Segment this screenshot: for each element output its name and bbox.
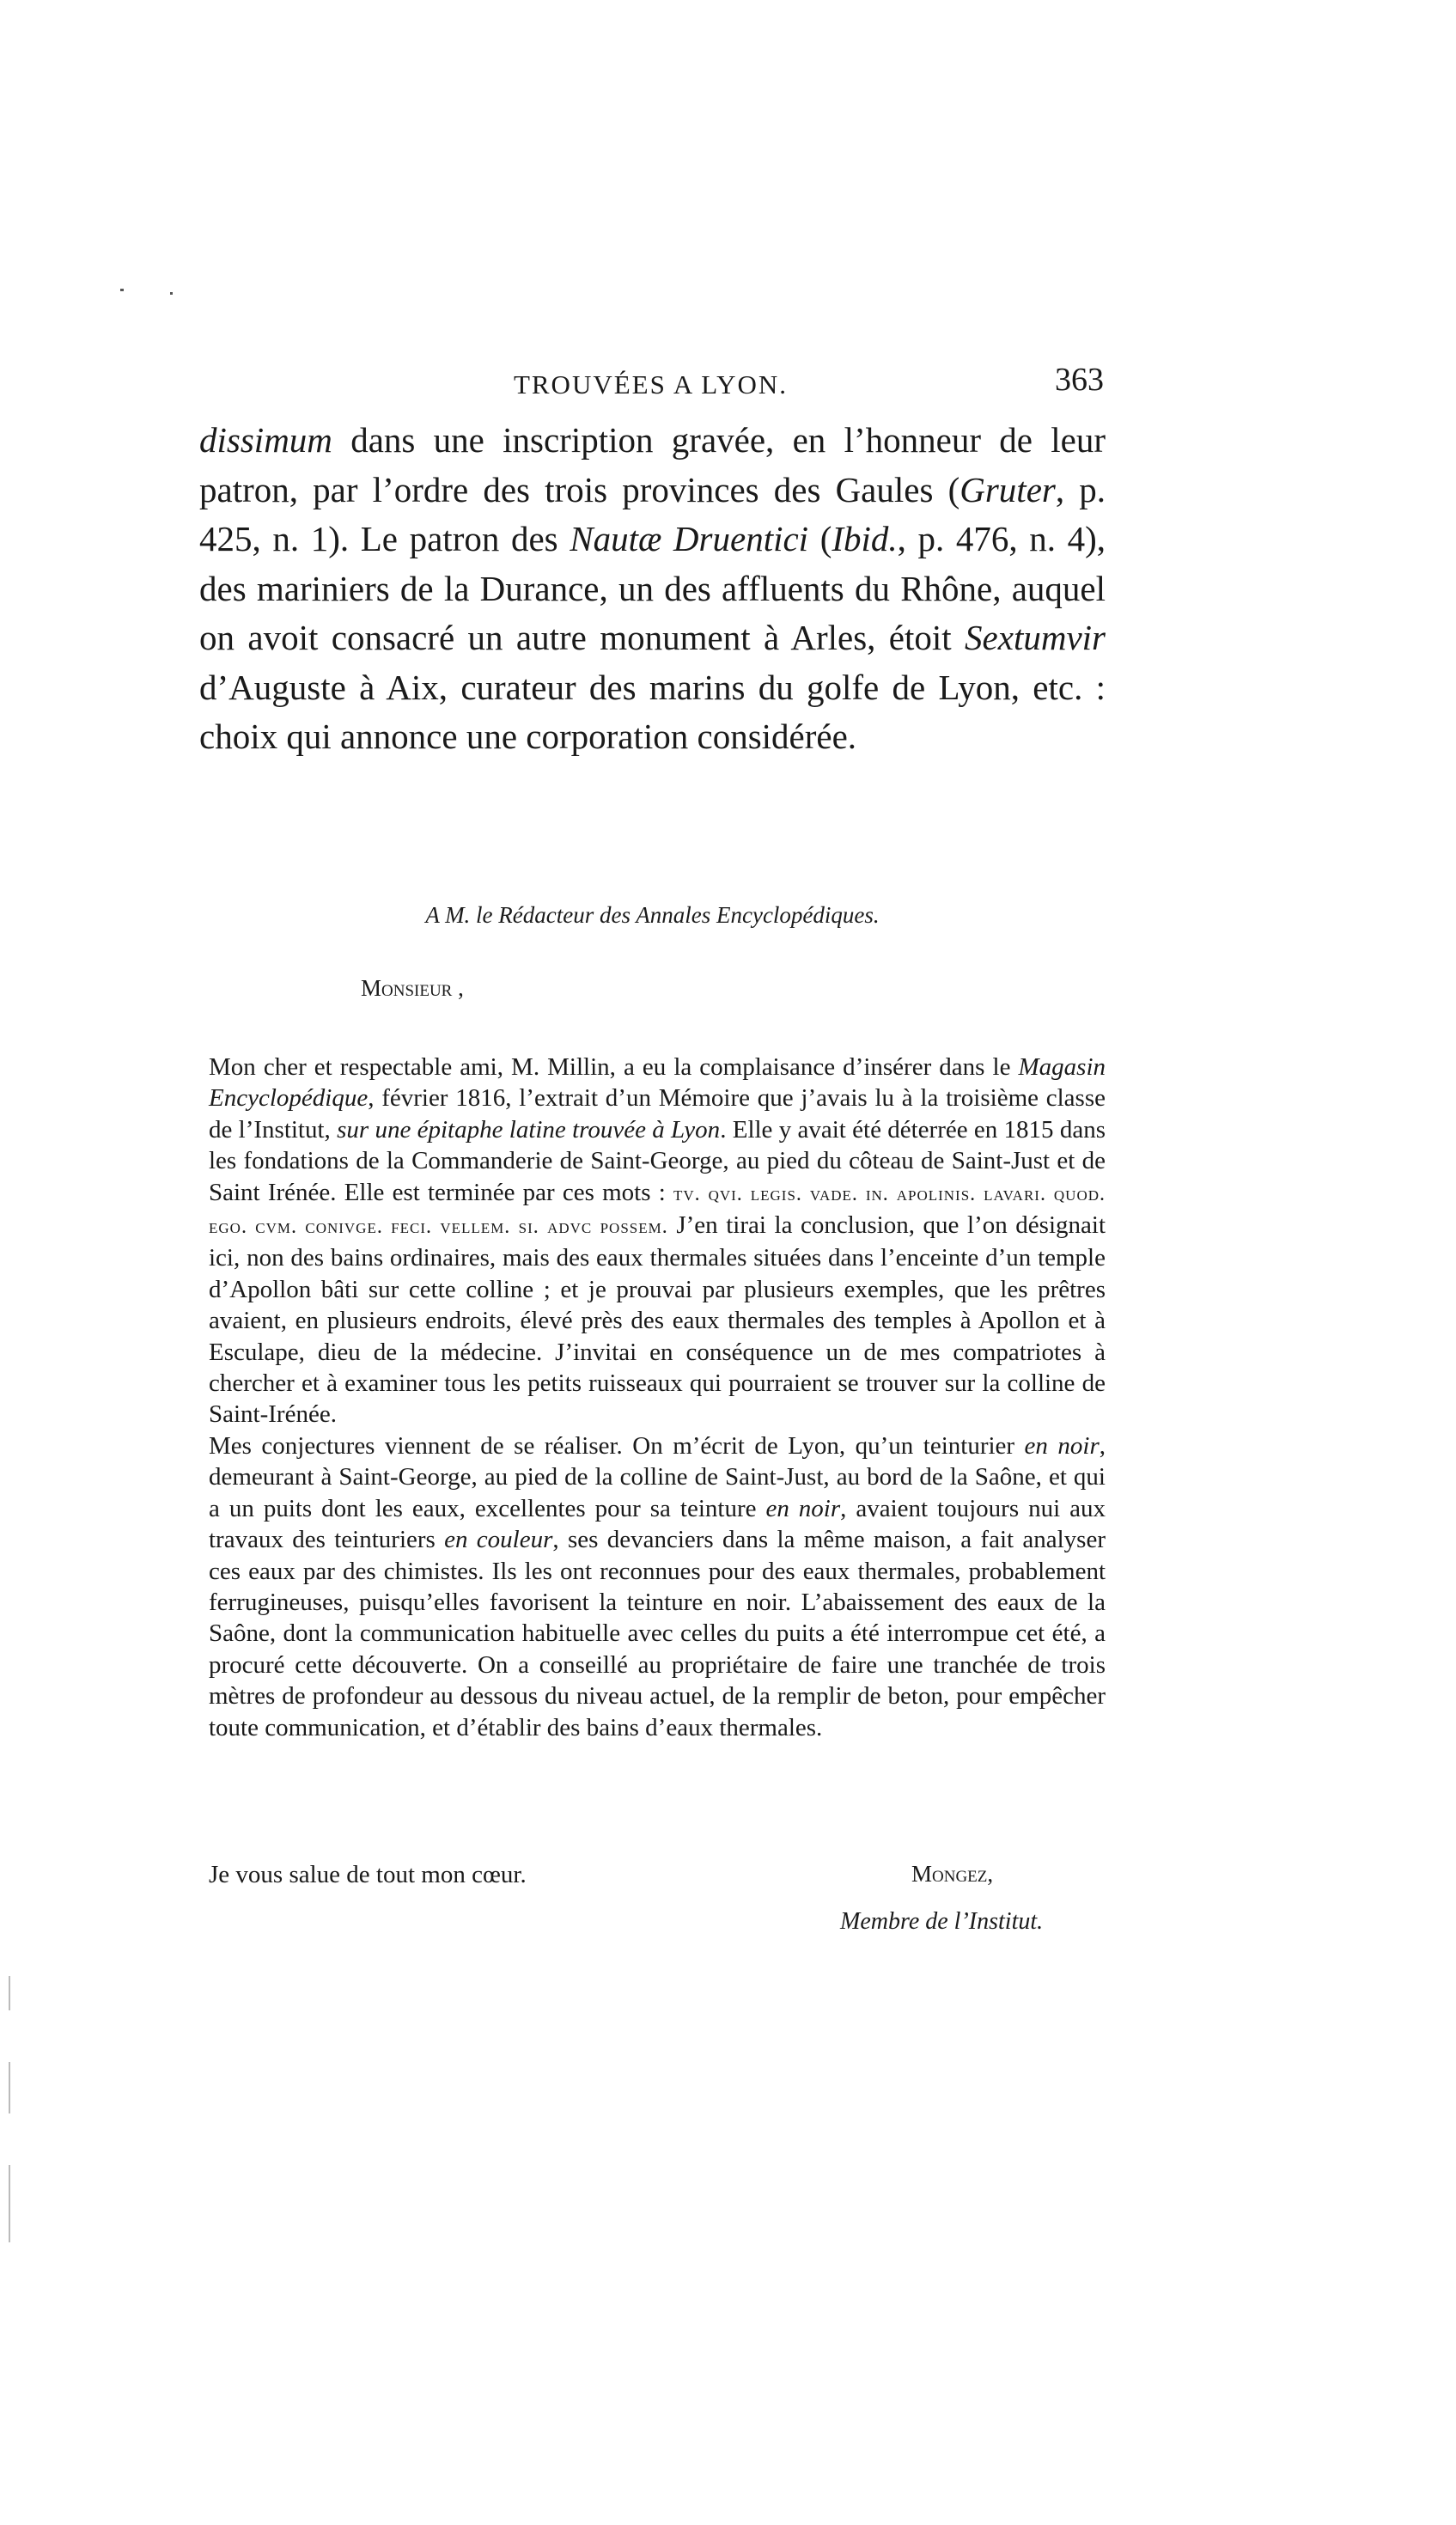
salutation: Monsieur , <box>361 975 464 1001</box>
running-head <box>198 359 1104 411</box>
scan-speck <box>9 2165 10 2242</box>
italic-term: Sextumvir <box>965 618 1106 657</box>
continuation-paragraph <box>199 416 1106 762</box>
farewell: Je vous salue de tout mon cœur. <box>209 1861 527 1888</box>
scan-speck <box>9 2062 10 2113</box>
citation-gruter: Gruter <box>959 469 1056 509</box>
scan-speck <box>170 292 173 295</box>
text-run: , p. 425, n. 1). Le patron des <box>199 469 1106 558</box>
letter-paragraph: Mon cher et respectable ami, M. Millin, a eu la complaisance d’insérer dans le Magasin Encyclopédique, février 1816, l’extrait d’un Mémoire que j’avais lu à la troisième classe de l’Institut, sur une épitaphe latine trouvée à Lyon. Elle y avait été déterrée en 1815 dans les fondations de la Commanderie de Saint-George, au pied du côteau de Saint-Just et de Saint Irénée. Elle est terminée par ces mots : tv. qvi. legis. vade. in. apolinis. lavari. quod. ego. cvm. conivge. feci. vellem. si. advc possem. J’en tirai la conclusion, que l’on désignait ici, non des bains ordinaires, mais des eaux thermales situées dans l’enceinte d’un temple d’Apollon bâti sur cette colline ; et je prouvai par plusieurs exemples, que les prêtres avaient, en plusieurs endroits, élevé près des eaux thermales des temples à Apollon et à Esculape, dieu de la médecine. J’invitai en conséquence un de mes compatriotes à chercher et à examiner tous les petits ruisseaux qui pourraient se trouver sur la colline de Saint-Irénée. <box>209 1053 1106 1429</box>
signature: Mongez, <box>911 1861 994 1887</box>
italic-term: dissimum <box>199 420 332 460</box>
text-run: , p. 476, n. 4), des mariniers de la Durance, un des affluents du Rhône, auquel on avoit consacré un autre monument à Arles, étoit <box>199 519 1106 657</box>
scan-speck <box>9 1976 10 2010</box>
text-run: dans une inscription gravée, en l’honneur de leur patron, par l’ordre des trois provinces des Gaules ( <box>199 420 1106 509</box>
affiliation: Membre de l’Institut. <box>840 1908 1044 1935</box>
citation-ibid: Ibid. <box>832 519 898 558</box>
text-run: d’Auguste à Aix, curateur des marins du golfe de Lyon, etc. : choix qui annonce une corporation considérée. <box>199 667 1106 756</box>
page-number: 363 <box>1055 362 1104 398</box>
scan-speck <box>120 289 124 291</box>
italic-term: Nautæ Druentici <box>570 519 809 558</box>
letter-body <box>209 1052 1106 1743</box>
letter-paragraph: Mes conjectures viennent de se réaliser. On m’écrit de Lyon, qu’un teinturier en noir, demeurant à Saint-George, au pied de la colline de Saint-Just, au bord de la Saône, et qui a un puits dont les eaux, excellentes pour sa teinture en noir, avaient toujours nui aux travaux des teinturiers en couleur, ses devanciers dans la même maison, a fait analyser ces eaux par des chimistes. Ils les ont reconnues pour des eaux thermales, probablement ferrugineuses, puisqu’elles favorisent la teinture en noir. L’abaissement des eaux de la Saône, dont la communication habituelle avec celles du puits a été interrompue cet été, a procuré cette découverte. On a conseillé au propriétaire de faire une tranchée de trois mètres de profondeur au dessous du niveau actuel, de la remplir de beton, pour empêcher toute communication, et d’établir des bains d’eaux thermales. <box>209 1431 1106 1741</box>
latin-inscription: tv. qvi. legis. vade. in. apolinis. lavari. quod. ego. cvm. conivge. feci. vellem. si. advc possem. <box>209 1182 1106 1239</box>
running-title: TROUVÉES A LYON. <box>513 369 789 399</box>
text-run: ( <box>808 519 832 558</box>
letter-heading: A M. le Rédacteur des Annales Encyclopédiques. <box>425 902 880 928</box>
